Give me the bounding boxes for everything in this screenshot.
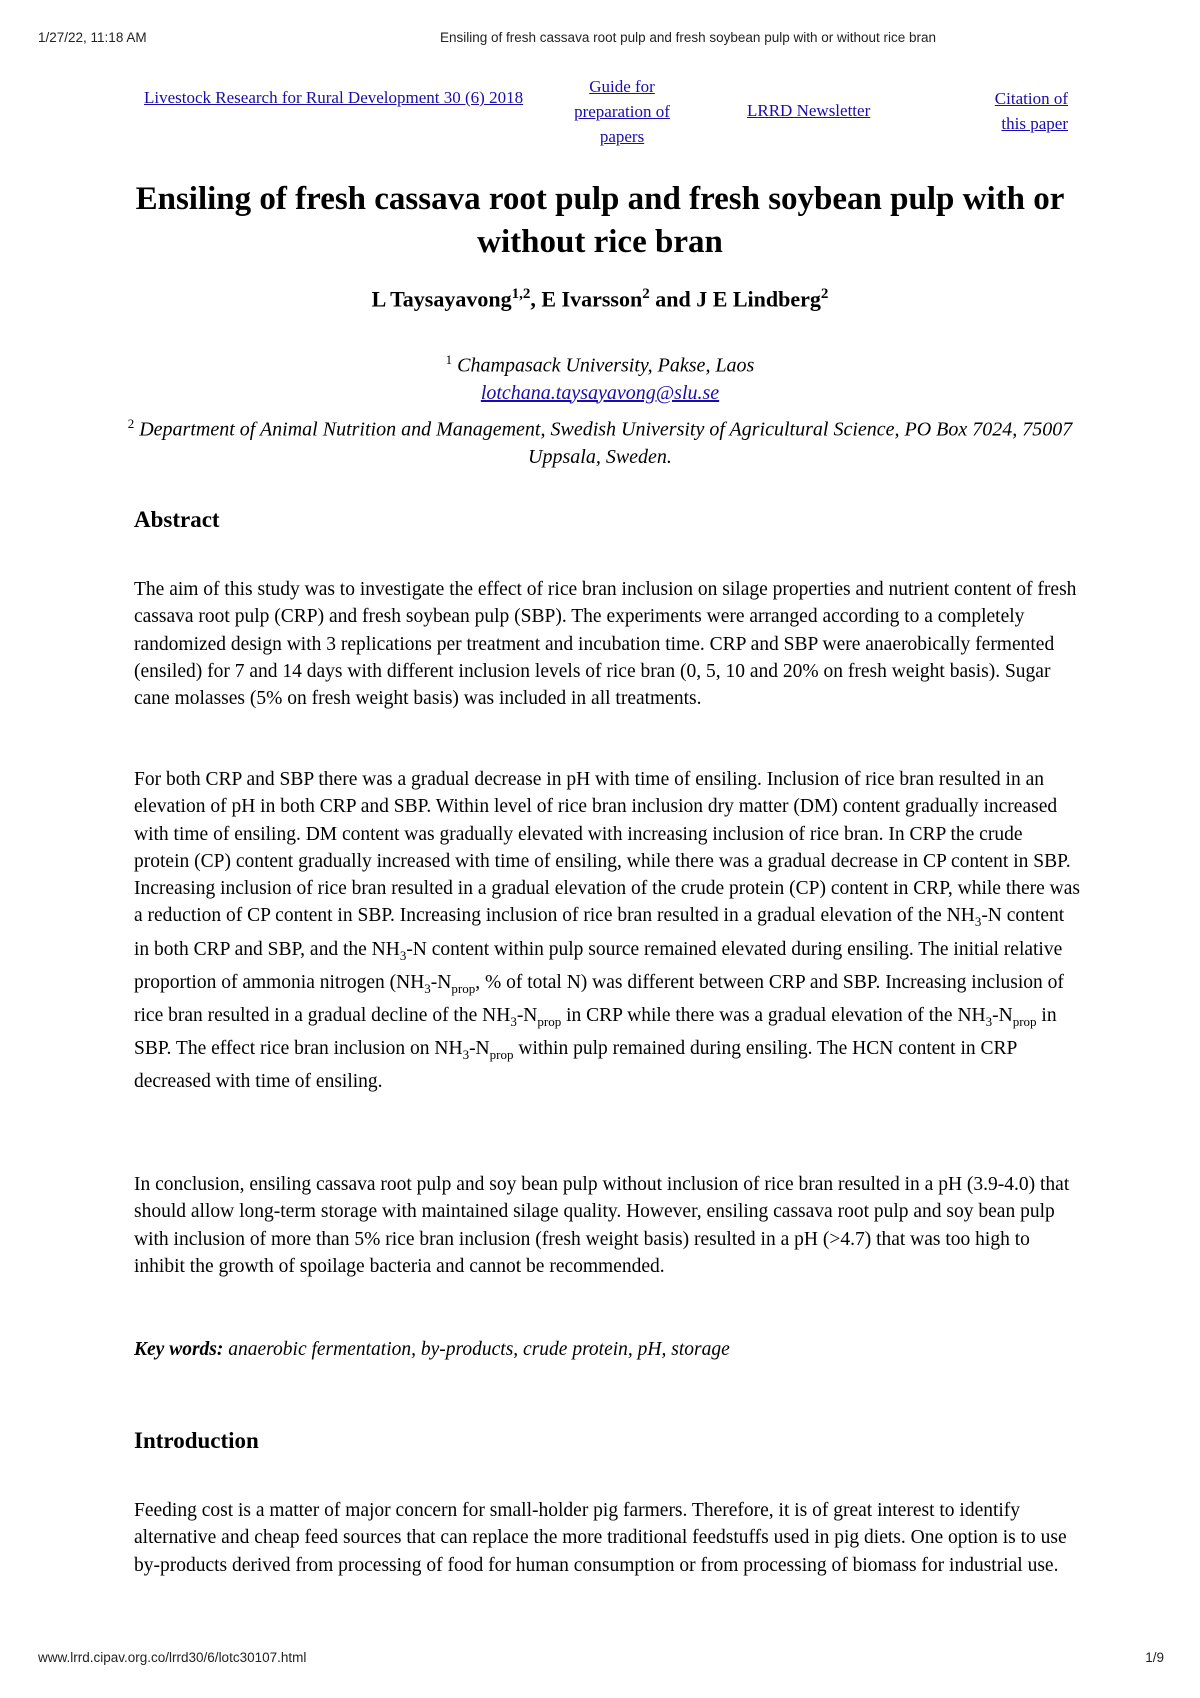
print-datetime: 1/27/22, 11:18 AM: [38, 30, 147, 45]
top-nav: [144, 74, 1068, 144]
subscript: 3: [399, 947, 407, 963]
affiliation-number: 1: [445, 352, 453, 367]
introduction-heading: Introduction: [134, 1428, 259, 1453]
text-run: -N: [992, 1005, 1013, 1027]
text-run: -N: [516, 1005, 538, 1027]
abstract-paragraph: The aim of this study was to investigate the effect of rice bran inclusion on silage properties and nutrient content of fresh cassava root pulp (CRP) and fresh soybean pulp (SBP). The experiments were arranged according to a completely randomized design with 3 replications per treatment and incubation time. CRP and SBP were anaerobically fermented (ensiled) for 7 and 14 days with different inclusion levels of rice bran (0, 5, 10 and 20% on fresh weight basis). Sugar cane molasses (5% on fresh weight basis) was included in all treatments.: [134, 579, 1077, 710]
text-run: in CRP while there was a gradual elevation of the NH: [561, 1005, 986, 1027]
journal-issue-link[interactable]: Livestock Research for Rural Development 30 (6) 2018: [144, 88, 524, 107]
abstract-paragraph: In conclusion, ensiling cassava root pulp and soy bean pulp without inclusion of rice bran resulted in a pH (3.9-4.0) that should allow long-term storage with maintained silage quality. However, ensiling cassava root pulp and soy bean pulp with inclusion of more than 5% rice bran inclusion (fresh weight basis) resulted in a pH (>4.7) that was too high to inhibit the growth of spoilage bacteria and cannot be recommended.: [134, 1174, 1070, 1277]
page-url: www.lrrd.cipav.org.co/lrrd30/6/lotc30107.html: [38, 1650, 307, 1665]
subscript: prop: [537, 1013, 562, 1029]
abstract-heading: Abstract: [134, 507, 220, 532]
affiliation-2: [120, 410, 1080, 471]
print-doc-title: Ensiling of fresh cassava root pulp and fresh soybean pulp with or without rice bran: [440, 30, 937, 45]
author-affil-marker: 2: [820, 286, 829, 302]
text-run: -N content within pulp source remained elevated during ensiling. The initial relative proportion of ammonia nitrogen (NH: [134, 938, 1063, 993]
subscript: 3: [985, 1013, 993, 1029]
subscript: 3: [424, 980, 431, 996]
guide-link[interactable]: Guide for preparation of papers: [574, 77, 670, 146]
keywords: [134, 1336, 1082, 1363]
author-list: [120, 286, 1080, 312]
subscript: 3: [974, 914, 982, 930]
citation-link[interactable]: Citation of this paper: [994, 89, 1068, 133]
text-run: -N content in both CRP and SBP, and the NH: [134, 905, 1065, 960]
page-number: 1/9: [1145, 1650, 1164, 1665]
subscript: 3: [510, 1013, 517, 1029]
affiliation-1: [120, 346, 1080, 407]
author-separator: ,: [530, 286, 542, 312]
paper-title: Ensiling of fresh cassava root pulp and fresh soybean pulp with or without rice bran: [135, 181, 1065, 260]
author-name: J E Lindberg: [696, 286, 821, 312]
author-affil-marker: 2: [642, 286, 650, 302]
text-run: within pulp remained during ensiling. The HCN content in CRP decreased with time of ensiling.: [134, 1038, 1017, 1093]
subscript: 3: [462, 1047, 470, 1063]
affiliation-text: Department of Animal Nutrition and Management, Swedish University of Agricultural Science, PO Box 7024, 75007 Uppsala, Sweden.: [139, 418, 1073, 468]
text-run: For both CRP and SBP there was a gradual decrease in pH with time of ensiling. Inclusion of rice bran resulted in an elevation of pH in both CRP and SBP. Within level of rice bran inclusion dry matter (DM) content gradually increased with time of ensiling. DM content was gradually elevated with increasing inclusion of rice bran. In CRP the crude protein (CP) content gradually increased with time of ensiling, while there was a gradual decrease in CP content in SBP. Increasing inclusion of rice bran resulted in a gradual elevation of the crude protein (CP) content in CRP, while there was a reduction of CP content in SBP. Increasing inclusion of rice bran resulted in a gradual elevation of the NH: [134, 769, 1081, 927]
author-separator: and: [649, 286, 697, 312]
introduction-paragraph: Feeding cost is a matter of major concern for small-holder pig farmers. Therefore, it is of great interest to identify alternative and cheap feed sources that can replace the more traditional feedstuffs used in pig diets. One option is to use by-products derived from processing of food for human consumption or from processing of biomass for industrial use.: [134, 1500, 1067, 1576]
keywords-list: anaerobic fermentation, by-products, crude protein, pH, storage: [223, 1339, 730, 1360]
author-email-link[interactable]: lotchana.taysayavong@slu.se: [480, 381, 720, 404]
text-run: -N: [469, 1038, 490, 1060]
affiliation-text: Champasack University, Pakse, Laos: [457, 354, 755, 377]
affiliation-number: 2: [127, 416, 135, 431]
subscript: prop: [451, 980, 476, 996]
abstract-paragraph: [134, 766, 1082, 1096]
newsletter-link[interactable]: LRRD Newsletter: [747, 101, 871, 120]
text-run: , % of total N) was different between CRP and SBP. Increasing inclusion of rice bran resulted in a gradual decline of the NH: [134, 971, 1064, 1027]
subscript: prop: [489, 1047, 514, 1063]
subscript: prop: [1012, 1013, 1037, 1029]
author-name: L Taysayavong: [371, 286, 512, 312]
author-affil-marker: 1,2: [511, 286, 531, 302]
text-run: -N: [430, 971, 452, 993]
author-name: E Ivarsson: [541, 286, 643, 312]
keywords-label: Key words:: [134, 1339, 224, 1360]
text-run: in SBP. The effect rice bran inclusion on NH: [134, 1005, 1057, 1060]
